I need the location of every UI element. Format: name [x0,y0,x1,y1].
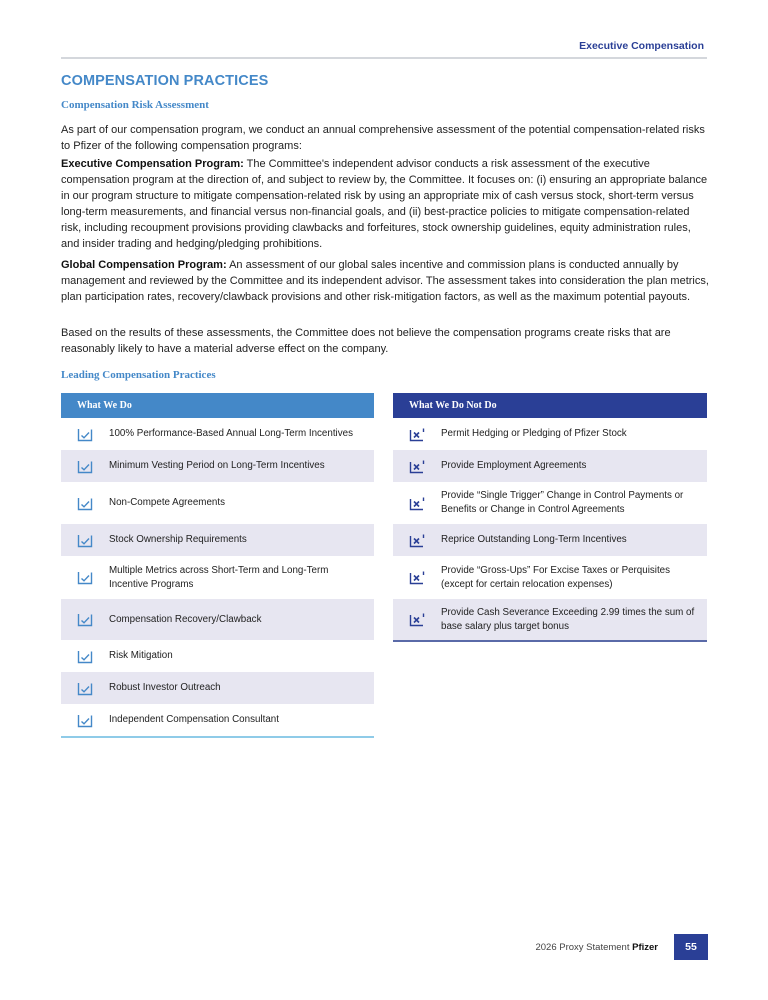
what-we-do-not-do-row [393,556,707,599]
box-x-icon [393,533,441,548]
what-we-do-row [61,640,374,672]
what-we-do-row [61,704,374,736]
running-head: Executive Compensation [579,40,704,52]
box-x-icon [393,427,441,442]
box-x-icon [393,496,441,511]
practice-item-text: Permit Hedging or Pledging of Pfizer Stock [441,428,627,439]
checkbox-checked-icon [61,427,109,442]
checkbox-checked-icon [61,496,109,511]
what-we-do-row [61,556,374,599]
what-we-do-row [61,482,374,524]
practice-item-text: Compensation Recovery/Clawback [109,613,262,625]
checkbox-checked-icon [61,459,109,474]
global-program-paragraph [61,257,709,305]
what-we-do-row [61,524,374,556]
subsection-title-risk-assessment: Compensation Risk Assessment [61,99,209,111]
checkbox-checked-icon [61,681,109,696]
what-we-do-row [61,599,374,640]
what-we-do-not-do-row [393,599,707,640]
what-we-do-not-do-row [393,418,707,450]
practice-item-text: Reprice Outstanding Long-Term Incentives [441,534,627,545]
section-title: COMPENSATION PRACTICES [61,73,269,89]
practice-item-text: Non-Compete Agreements [109,497,225,508]
checkbox-checked-icon [61,713,109,728]
what-we-do-not-do-row [393,450,707,482]
checkbox-checked-icon [61,533,109,548]
footer-doc-title [535,942,658,953]
footer-company: Pfizer [632,942,658,953]
what-we-do-row [61,418,374,450]
exec-program-text: The Committee's independent advisor conducts a risk assessment of the executive compensation program at the direction of, and subject to review by, the Committee. It focuses on: (i) ensuring an appropriate balance in our program structure to mitigate compensation-related risk by using an appropriate mix of cash versus stock, short-term versus long-term measurements, and financial versus non-financial goals, and (ii) best-practice policies to mitigate compensation-related risk, including recoupment provisions providing clawbacks and forfeitures, stock ownership guidelines, equity administration rules, and insider trading and hedging/pledging prohibitions. [61,158,708,250]
box-x-icon [393,570,441,585]
practice-item-text: 100% Performance-Based Annual Long-Term Incentives [109,428,353,439]
what-we-do-not-do-table [393,393,707,642]
practice-item-text: Robust Investor Outreach [109,682,221,693]
intro-paragraph: As part of our compensation program, we conduct an annual comprehensive assessment of the potential compensation-related risks to Pfizer of the following compensation programs: [61,124,705,152]
practice-item-text: Provide Cash Severance Exceeding 2.99 times the sum of base salary plus target bonus [441,606,695,632]
checkbox-checked-icon [61,612,109,627]
practice-item-text: Independent Compensation Consultant [109,714,279,725]
practice-item-text: Minimum Vesting Period on Long-Term Incentives [109,460,325,471]
header-divider [61,57,707,59]
what-we-do-not-do-header: What We Do Not Do [393,393,707,418]
practice-item-text: Multiple Metrics across Short-Term and Long-Term Incentive Programs [109,564,329,590]
global-program-text: An assessment of our global sales incentive and commission plans is conducted annually by management and reviewed by the Committee and its independent advisor. The assessment takes into consideration the plan metrics, plan participation rates, recovery/clawback provisions and other risk-mitigation factors, as well as the maximum potential payouts. [61,259,709,303]
box-x-icon [393,612,441,627]
global-program-label: Global Compensation Program: [61,259,227,271]
footer-doc-name: 2026 Proxy Statement [535,942,633,953]
exec-program-label: Executive Compensation Program: [61,158,244,170]
what-we-do-table [61,393,374,738]
practice-item-text: Provide “Gross-Ups” For Excise Taxes or Perquisites (except for certain relocation expenses) [441,564,671,590]
checkbox-checked-icon [61,649,109,664]
exec-program-paragraph [61,156,709,252]
box-x-icon [393,459,441,474]
checkbox-checked-icon [61,570,109,585]
what-we-do-header: What We Do [61,393,374,418]
what-we-do-not-do-row [393,482,707,524]
subsection-title-leading-practices: Leading Compensation Practices [61,369,216,381]
practice-item-text: Provide Employment Agreements [441,460,587,471]
what-we-do-not-do-row [393,524,707,556]
practice-item-text: Risk Mitigation [109,650,173,661]
practice-item-text: Provide “Single Trigger” Change in Control Payments or Benefits or Change in Control Agreements [441,490,684,515]
practice-item-text: Stock Ownership Requirements [109,534,247,545]
conclusion-paragraph: Based on the results of these assessments, the Committee does not believe the compensation programs create risks that are reasonably likely to have a material adverse effect on the company. [61,327,671,355]
what-we-do-row [61,672,374,704]
page-number: 55 [674,934,708,960]
what-we-do-row [61,450,374,482]
